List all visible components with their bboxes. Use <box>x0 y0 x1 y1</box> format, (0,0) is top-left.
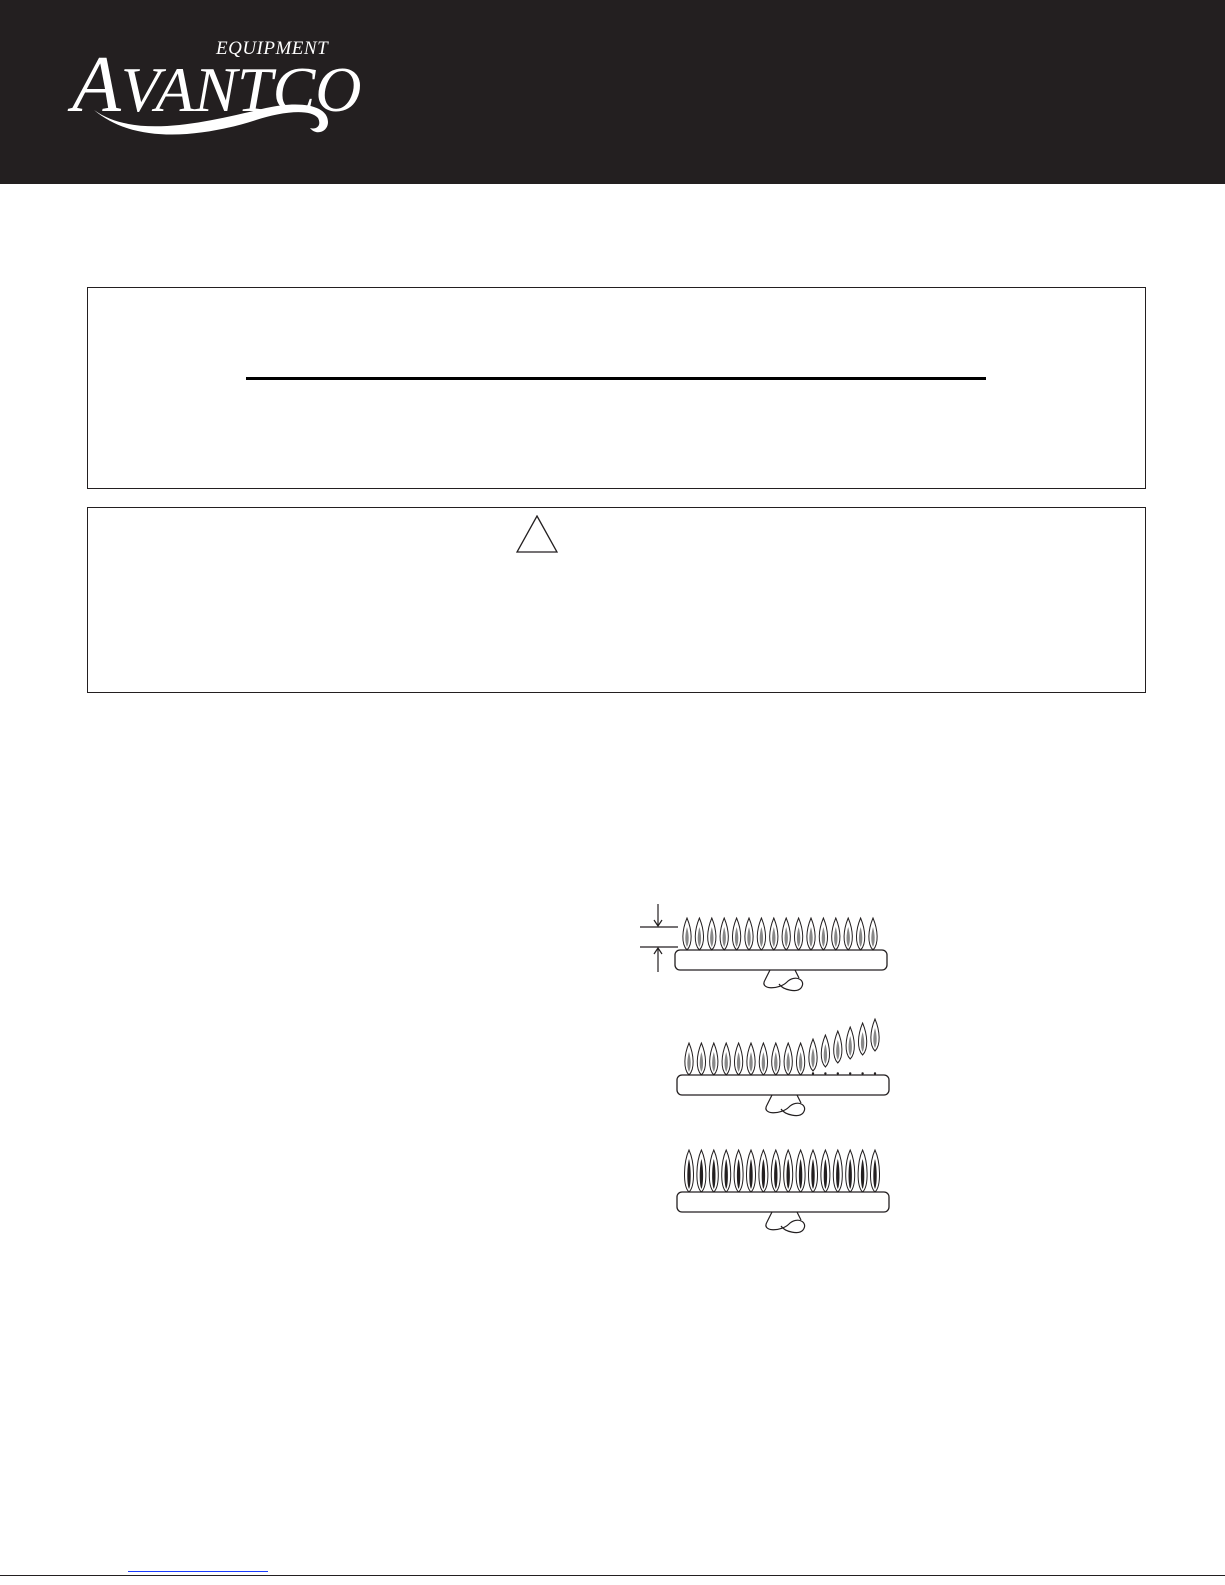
flame-core <box>772 927 775 947</box>
flame-core <box>834 927 837 947</box>
flame-core <box>849 1036 852 1056</box>
flame-core <box>774 1052 777 1072</box>
avantco-logo <box>66 36 362 144</box>
flame-core <box>735 927 738 947</box>
flame-core <box>698 927 701 947</box>
gas-inlet <box>766 1095 805 1116</box>
flame-core <box>737 1052 740 1072</box>
burner-body <box>675 950 887 970</box>
flame-core <box>836 1159 839 1189</box>
burner-flame-figure <box>640 900 910 1250</box>
footer-rule <box>0 1575 1225 1576</box>
logo-initial: A <box>72 41 121 129</box>
burner-port <box>824 1072 826 1074</box>
burner-port <box>874 1072 876 1074</box>
burner-port <box>861 1072 863 1074</box>
burner-yellow-tip-flame <box>677 1150 889 1233</box>
flame-core <box>785 927 788 947</box>
flame-core <box>737 1159 740 1189</box>
burner-correct-flame <box>675 918 887 991</box>
flame-core <box>700 1159 703 1189</box>
warning-box <box>87 507 1146 693</box>
flame-core <box>809 927 812 947</box>
flame-core <box>723 927 726 947</box>
flame-core <box>725 1159 728 1189</box>
flame-core <box>687 1052 690 1072</box>
page-header <box>0 0 1225 184</box>
flame-core <box>774 1159 777 1189</box>
flame-core <box>859 927 862 947</box>
burner-body <box>677 1075 889 1095</box>
burner-port <box>837 1072 839 1074</box>
flame-core <box>811 1159 814 1189</box>
flame-core <box>710 927 713 947</box>
flame-core <box>725 1052 728 1072</box>
flame-core <box>762 1159 765 1189</box>
notice-rule <box>246 377 986 380</box>
logo-rest: VANTCO <box>120 54 362 125</box>
flame-core <box>712 1052 715 1072</box>
footer-link-underline[interactable] <box>128 1571 268 1572</box>
flame-core <box>797 927 800 947</box>
burner-body <box>677 1192 889 1212</box>
flame-core <box>712 1159 715 1189</box>
flame-core <box>822 927 825 947</box>
flame-core <box>749 1052 752 1072</box>
burner-port <box>812 1072 814 1074</box>
notice-box <box>87 287 1146 489</box>
gas-inlet <box>766 1212 805 1233</box>
flame-core <box>760 927 763 947</box>
flame-core <box>700 1052 703 1072</box>
burner-port <box>849 1072 851 1074</box>
flame-core <box>799 1052 802 1072</box>
flame-core <box>871 927 874 947</box>
flame-core <box>861 1032 864 1052</box>
logo-tagline: EQUIPMENT <box>216 38 329 59</box>
gas-inlet <box>764 970 803 991</box>
flame-core <box>836 1040 839 1060</box>
flame-core <box>762 1052 765 1072</box>
flame-core <box>787 1052 790 1072</box>
flame-core <box>849 1159 852 1189</box>
warning-triangle-icon <box>516 515 558 553</box>
flame-core <box>824 1159 827 1189</box>
flame-core <box>847 927 850 947</box>
flame-core <box>799 1159 802 1189</box>
flame-core <box>824 1044 827 1064</box>
flame-height-dimension <box>640 904 678 972</box>
flame-core <box>787 1159 790 1189</box>
flame-core <box>749 1159 752 1189</box>
flame-core <box>861 1159 864 1189</box>
flame-core <box>811 1048 814 1068</box>
flame-core <box>873 1028 876 1048</box>
flame-core <box>685 927 688 947</box>
flame-core <box>873 1159 876 1189</box>
burner-lifting-flame <box>677 1019 889 1116</box>
flame-core <box>687 1159 690 1189</box>
flame-core <box>747 927 750 947</box>
